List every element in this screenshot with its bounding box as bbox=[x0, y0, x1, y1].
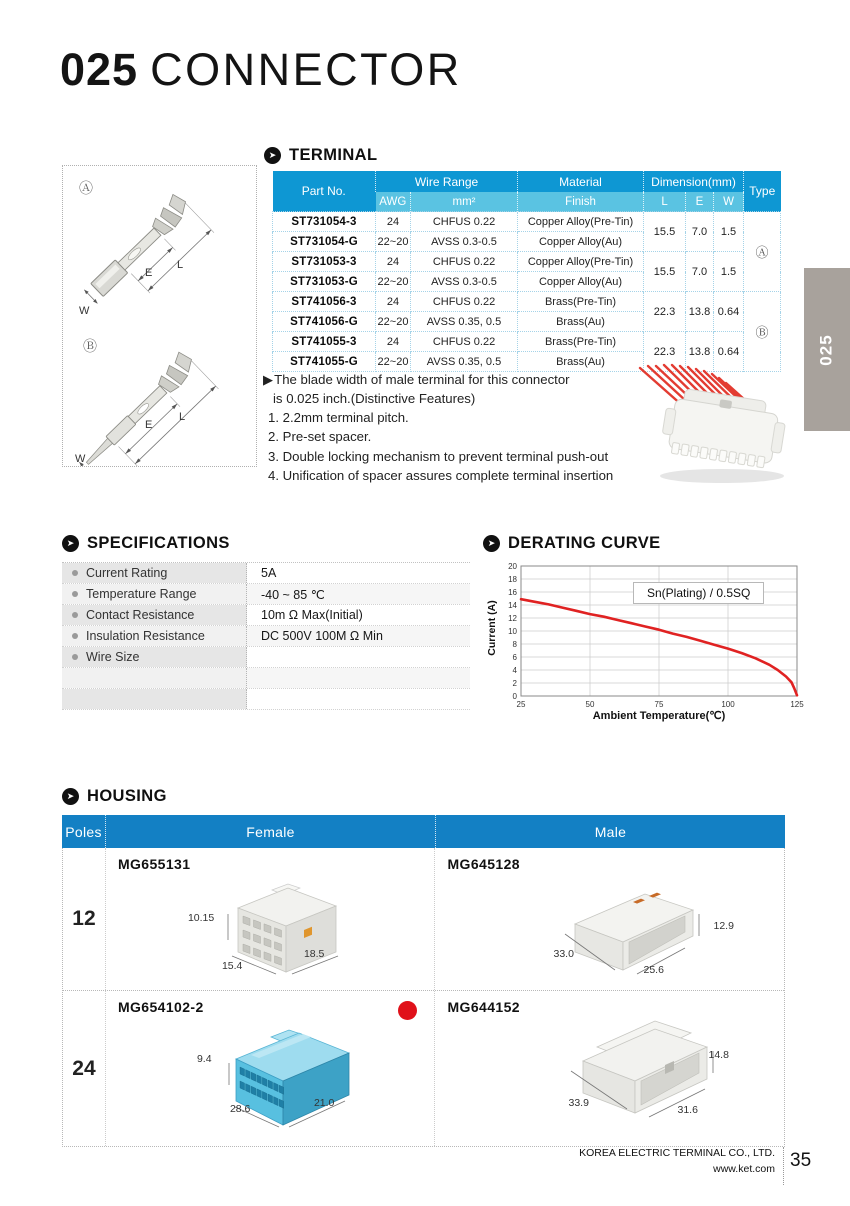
svg-text:125: 125 bbox=[790, 700, 804, 709]
housing-cell-female-12 bbox=[106, 848, 436, 990]
footer-company-name: KOREA ELECTRIC TERMINAL CO., LTD. bbox=[579, 1147, 775, 1159]
chart-y-axis-label: Current (A) bbox=[486, 600, 498, 656]
dim-e-cell: 7.0 bbox=[686, 212, 714, 252]
spec-row bbox=[62, 647, 470, 668]
type-cell: Ⓑ bbox=[744, 292, 781, 372]
finish-cell: Copper Alloy(Pre-Tin) bbox=[518, 212, 644, 232]
dim-w-cell: 0.64 bbox=[714, 292, 744, 332]
section-bullet-arrow-icon: ➤ bbox=[62, 535, 79, 552]
dim-label-l: L bbox=[177, 259, 184, 271]
feature-notes bbox=[263, 370, 663, 485]
poles-count: 24 bbox=[63, 991, 106, 1146]
svg-text:6: 6 bbox=[512, 652, 517, 662]
spec-row bbox=[62, 584, 470, 605]
dim-value: 33.0 bbox=[553, 948, 574, 960]
derating-section-title: DERATING CURVE bbox=[508, 534, 661, 552]
part-no-cell: ST741056-3 bbox=[273, 292, 376, 312]
spec-value bbox=[247, 647, 470, 667]
awg-cell: 24 bbox=[376, 292, 411, 312]
spec-label: Wire Size bbox=[86, 650, 140, 664]
svg-text:8: 8 bbox=[512, 639, 517, 649]
awg-cell: 24 bbox=[376, 252, 411, 272]
feature-item: 1. 2.2mm terminal pitch. bbox=[268, 410, 409, 426]
dim-e-cell: 7.0 bbox=[686, 252, 714, 292]
awg-cell: 22~20 bbox=[376, 272, 411, 292]
dim-value: 14.8 bbox=[708, 1049, 729, 1061]
svg-text:16: 16 bbox=[508, 587, 517, 597]
terminal-diagram-box bbox=[62, 165, 257, 467]
spec-value: DC 500V 100M Ω Min bbox=[247, 626, 470, 646]
dim-value: 12.9 bbox=[713, 920, 734, 932]
mm2-cell: AVSS 0.35, 0.5 bbox=[411, 312, 518, 332]
dim-l-cell: 15.5 bbox=[644, 212, 686, 252]
table-row bbox=[273, 292, 781, 312]
footer-company-block bbox=[579, 1146, 775, 1178]
terminal-section-title: TERMINAL bbox=[289, 146, 378, 164]
page-number: 35 bbox=[790, 1150, 812, 1171]
col-header-part-no: Part No. bbox=[273, 171, 376, 212]
part-number: MG644152 bbox=[447, 999, 520, 1015]
specifications-section-header bbox=[62, 534, 230, 553]
col-header-l: L bbox=[644, 192, 686, 212]
spec-label: Insulation Resistance bbox=[86, 629, 205, 643]
table-row bbox=[273, 332, 781, 352]
part-no-cell: ST731053-3 bbox=[273, 252, 376, 272]
dim-value: 9.4 bbox=[196, 1053, 212, 1065]
footer-divider bbox=[783, 1147, 784, 1185]
part-number: MG645128 bbox=[447, 856, 520, 872]
part-no-cell: ST741056-G bbox=[273, 312, 376, 332]
dim-label-l: L bbox=[179, 411, 186, 423]
section-bullet-arrow-icon: ➤ bbox=[483, 535, 500, 552]
spec-row bbox=[62, 605, 470, 626]
svg-text:2: 2 bbox=[512, 678, 517, 688]
col-header-mm2: mm² bbox=[411, 192, 518, 212]
dim-value: 28.6 bbox=[229, 1103, 251, 1115]
table-row bbox=[273, 252, 781, 272]
col-header-type: Type bbox=[744, 171, 781, 212]
footer-website: www.ket.com bbox=[713, 1162, 775, 1175]
dim-label-w: W bbox=[79, 305, 90, 317]
terminal-a-drawing bbox=[71, 186, 249, 318]
feature-item: 3. Double locking mechanism to prevent terminal push-out bbox=[268, 448, 609, 464]
spec-label: Temperature Range bbox=[86, 587, 197, 601]
terminal-type-a-label: Ⓐ bbox=[79, 180, 93, 196]
dim-value: 31.6 bbox=[677, 1104, 698, 1116]
dim-value: 10.15 bbox=[187, 912, 215, 924]
svg-text:4: 4 bbox=[512, 665, 517, 675]
awg-cell: 24 bbox=[376, 332, 411, 352]
spec-value: -40 ~ 85 ℃ bbox=[247, 584, 470, 604]
terminal-type-b-label: Ⓑ bbox=[83, 338, 97, 354]
mm2-cell: AVSS 0.35, 0.5 bbox=[411, 352, 518, 372]
finish-cell: Brass(Au) bbox=[518, 312, 644, 332]
part-no-cell: ST741055-3 bbox=[273, 332, 376, 352]
svg-text:14: 14 bbox=[508, 600, 517, 610]
svg-text:10: 10 bbox=[508, 626, 517, 636]
chart-legend: Sn(Plating) / 0.5SQ bbox=[633, 582, 764, 604]
specifications-section-title: SPECIFICATIONS bbox=[87, 534, 230, 552]
mm2-cell: CHFUS 0.22 bbox=[411, 292, 518, 312]
svg-text:18: 18 bbox=[508, 574, 517, 584]
dim-label-e: E bbox=[145, 267, 153, 279]
dim-label-e: E bbox=[145, 419, 153, 431]
spec-row-empty bbox=[62, 668, 470, 689]
derating-chart bbox=[487, 556, 805, 726]
awg-cell: 22~20 bbox=[376, 232, 411, 252]
col-header-awg: AWG bbox=[376, 192, 411, 212]
mm2-cell: CHFUS 0.22 bbox=[411, 252, 518, 272]
dim-value: 21.0 bbox=[313, 1097, 335, 1109]
spec-label: Contact Resistance bbox=[86, 608, 195, 622]
finish-cell: Brass(Au) bbox=[518, 352, 644, 372]
terminal-section-header bbox=[264, 146, 377, 165]
housing-row-12 bbox=[63, 848, 784, 991]
finish-cell: Brass(Pre-Tin) bbox=[518, 292, 644, 312]
table-row bbox=[273, 212, 781, 232]
svg-text:0: 0 bbox=[512, 691, 517, 701]
dim-l-cell: 22.3 bbox=[644, 292, 686, 332]
mm2-cell: CHFUS 0.22 bbox=[411, 332, 518, 352]
svg-text:25: 25 bbox=[516, 700, 526, 709]
col-header-dimension: Dimension(mm) bbox=[644, 171, 744, 192]
part-no-cell: ST731054-3 bbox=[273, 212, 376, 232]
page-title-number: 025 bbox=[60, 44, 139, 95]
part-number: MG654102-2 bbox=[117, 999, 204, 1015]
dim-value: 33.9 bbox=[568, 1097, 589, 1109]
svg-text:75: 75 bbox=[654, 700, 664, 709]
chart-x-axis-label: Ambient Temperature(℃) bbox=[592, 710, 726, 722]
mm2-cell: AVSS 0.3-0.5 bbox=[411, 232, 518, 252]
mm2-cell: AVSS 0.3-0.5 bbox=[411, 272, 518, 292]
awg-cell: 22~20 bbox=[376, 352, 411, 372]
type-cell: Ⓐ bbox=[744, 212, 781, 292]
housing-cell-female-24 bbox=[106, 991, 436, 1146]
housing-row-24 bbox=[63, 991, 784, 1146]
bullet-dot-icon bbox=[72, 612, 78, 618]
spec-row-empty bbox=[62, 689, 470, 710]
feature-item: 2. Pre-set spacer. bbox=[268, 429, 372, 445]
svg-text:50: 50 bbox=[585, 700, 595, 709]
part-no-cell: ST741055-G bbox=[273, 352, 376, 372]
feature-item: 4. Unification of spacer assures complete terminal insertion bbox=[268, 467, 614, 483]
section-bullet-arrow-icon: ➤ bbox=[62, 788, 79, 805]
finish-cell: Brass(Pre-Tin) bbox=[518, 332, 644, 352]
triangle-bullet-icon: ▶ bbox=[263, 372, 274, 387]
page-title-word: CONNECTOR bbox=[150, 44, 462, 95]
finish-cell: Copper Alloy(Au) bbox=[518, 272, 644, 292]
housing-section-header bbox=[62, 787, 167, 806]
col-header-material: Material bbox=[518, 171, 644, 192]
bullet-dot-icon bbox=[72, 633, 78, 639]
dim-l-cell: 15.5 bbox=[644, 252, 686, 292]
finish-cell: Copper Alloy(Pre-Tin) bbox=[518, 252, 644, 272]
part-no-cell: ST731053-G bbox=[273, 272, 376, 292]
specifications-table bbox=[62, 562, 470, 710]
svg-text:20: 20 bbox=[508, 561, 517, 571]
dim-label-w: W bbox=[75, 453, 86, 465]
spec-row bbox=[62, 626, 470, 647]
dim-w-cell: 1.5 bbox=[714, 252, 744, 292]
spec-row bbox=[62, 563, 470, 584]
part-number: MG655131 bbox=[117, 856, 191, 872]
housing-cell-male-12 bbox=[435, 848, 784, 990]
dim-e-cell: 13.8 bbox=[686, 292, 714, 332]
dim-e-cell: 13.8 bbox=[686, 332, 714, 372]
col-header-e: E bbox=[686, 192, 714, 212]
section-bullet-arrow-icon: ➤ bbox=[264, 147, 281, 164]
feature-line-2: is 0.025 inch.(Distinctive Features) bbox=[273, 391, 476, 407]
red-dot-marker bbox=[398, 1001, 417, 1020]
housing-cell-male-24 bbox=[435, 991, 784, 1146]
poles-count: 12 bbox=[63, 848, 106, 990]
side-tab-025 bbox=[804, 268, 850, 431]
housing-col-female: Female bbox=[105, 815, 435, 848]
derating-section-header bbox=[483, 534, 661, 553]
housing-col-poles: Poles bbox=[65, 823, 102, 840]
mm2-cell: CHFUS 0.22 bbox=[411, 212, 518, 232]
connector-photo bbox=[622, 362, 792, 484]
dim-value: 25.6 bbox=[643, 964, 664, 976]
female-24-connector-image bbox=[211, 1021, 361, 1133]
dim-value: 18.5 bbox=[303, 948, 325, 960]
bullet-dot-icon bbox=[72, 654, 78, 660]
housing-table bbox=[62, 815, 785, 1147]
bullet-dot-icon bbox=[72, 591, 78, 597]
dim-value: 15.4 bbox=[221, 960, 243, 972]
awg-cell: 22~20 bbox=[376, 312, 411, 332]
page-title bbox=[60, 44, 462, 96]
part-no-cell: ST731054-G bbox=[273, 232, 376, 252]
svg-text:12: 12 bbox=[508, 613, 517, 623]
svg-text:100: 100 bbox=[721, 700, 735, 709]
housing-header-row bbox=[62, 815, 785, 848]
col-header-finish: Finish bbox=[518, 192, 644, 212]
finish-cell: Copper Alloy(Au) bbox=[518, 232, 644, 252]
col-header-wire-range: Wire Range bbox=[376, 171, 518, 192]
spec-value: 10m Ω Max(Initial) bbox=[261, 608, 363, 622]
housing-section-title: HOUSING bbox=[87, 787, 167, 805]
spec-label: Current Rating bbox=[86, 566, 168, 580]
dim-l-cell: 22.3 bbox=[644, 332, 686, 372]
dim-w-cell: 0.64 bbox=[714, 332, 744, 372]
terminal-table bbox=[272, 171, 781, 372]
male-12-connector-image bbox=[545, 876, 705, 981]
spec-value: 5A bbox=[261, 566, 277, 580]
bullet-dot-icon bbox=[72, 570, 78, 576]
side-tab-label: 025 bbox=[817, 333, 836, 366]
awg-cell: 24 bbox=[376, 212, 411, 232]
feature-line-1: The blade width of male terminal for this connector bbox=[274, 372, 570, 387]
col-header-w: W bbox=[714, 192, 744, 212]
dim-w-cell: 1.5 bbox=[714, 212, 744, 252]
terminal-b-drawing bbox=[71, 342, 249, 466]
housing-col-male: Male bbox=[435, 815, 785, 848]
